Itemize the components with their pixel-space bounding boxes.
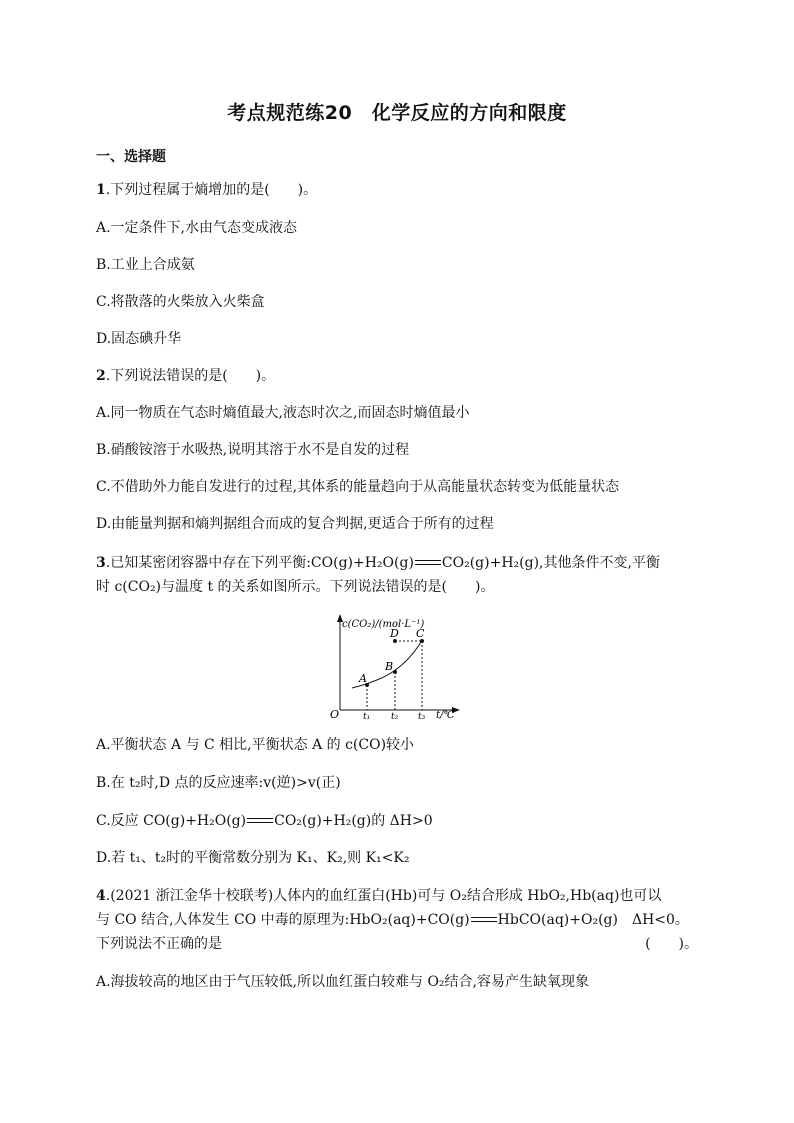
- tick-t3: t₃: [418, 712, 426, 722]
- question-2-option-d: D.由能量判据和熵判据组合而成的复合判据,更适合于所有的过程: [96, 516, 494, 532]
- x-axis-label: t/℃: [436, 710, 455, 721]
- concentration-temperature-chart: [326, 612, 466, 722]
- question-1-stem: 1.下列过程属于熵增加的是( )。: [96, 182, 318, 198]
- question-3-option-a: A.平衡状态 A 与 C 相比,平衡状态 A 的 c(CO)较小: [96, 737, 415, 753]
- question-1-option-b: B.工业上合成氨: [96, 257, 195, 273]
- equilibrium-arrow-icon: [247, 817, 273, 825]
- question-1-option-c: C.将散落的火柴放入火柴盒: [96, 294, 265, 310]
- label-a: A: [359, 672, 367, 685]
- question-3-option-b: B.在 t₂时,D 点的反应速率:v(逆)>v(正): [96, 775, 341, 791]
- equilibrium-arrow-icon: [471, 916, 497, 924]
- point-b: [393, 670, 397, 674]
- tick-t1: t₁: [363, 712, 371, 722]
- question-4-option-a: A.海拔较高的地区由于气压较低,所以血红蛋白较难与 O₂结合,容易产生缺氧现象: [96, 974, 589, 990]
- page-title: 考点规范练20 化学反应的方向和限度: [227, 102, 567, 124]
- question-1-option-a: A.一定条件下,水由气态变成液态: [96, 220, 298, 236]
- question-1-option-d: D.固态碘升华: [96, 331, 182, 347]
- question-4-stem-line-3: 下列说法不正确的是: [96, 936, 222, 952]
- label-d: D: [390, 627, 399, 640]
- question-3-stem-line-1: 3.已知某密闭容器中存在下列平衡:CO(g)+H₂O(g) CO₂(g)+H₂(g),其他条件不变,平衡: [96, 555, 660, 571]
- question-2-option-a: A.同一物质在气态时熵值最大,液态时次之,而固态时熵值最小: [96, 405, 470, 421]
- label-c: C: [416, 627, 425, 640]
- question-4-stem-line-2: 与 CO 结合,人体发生 CO 中毒的原理为:HbO₂(aq)+CO(g) HbCO(aq)+O₂(g) ΔH<0。: [96, 912, 689, 928]
- label-b: B: [385, 660, 394, 673]
- question-2-option-c: C.不借助外力能自发进行的过程,其体系的能量趋向于从高能量状态转变为低能量状态: [96, 479, 620, 495]
- y-axis-label: c(CO₂)/(mol·L⁻¹): [342, 619, 425, 630]
- question-4-answer-bracket: ( )。: [645, 936, 698, 952]
- section-heading: 一、选择题: [96, 149, 166, 165]
- tick-t2: t₂: [391, 712, 399, 722]
- question-2-stem: 2.下列说法错误的是( )。: [96, 368, 276, 384]
- equilibrium-arrow-icon: [415, 559, 441, 567]
- question-3-option-d: D.若 t₁、t₂时的平衡常数分别为 K₁、K₂,则 K₁<K₂: [96, 850, 410, 866]
- question-4-stem-line-1: 4.(2021 浙江金华十校联考)人体内的血红蛋白(Hb)可与 O₂结合形成 HbO₂,Hb(aq)也可以: [96, 888, 662, 904]
- question-3-stem-line-2: 时 c(CO₂)与温度 t 的关系如图所示。下列说法错误的是( )。: [96, 579, 495, 595]
- question-3-option-c: C.反应 CO(g)+H₂O(g) CO₂(g)+H₂(g)的 ΔH>0: [96, 813, 433, 829]
- origin-label: O: [330, 708, 340, 721]
- question-2-option-b: B.硝酸铵溶于水吸热,说明其溶于水不是自发的过程: [96, 442, 410, 458]
